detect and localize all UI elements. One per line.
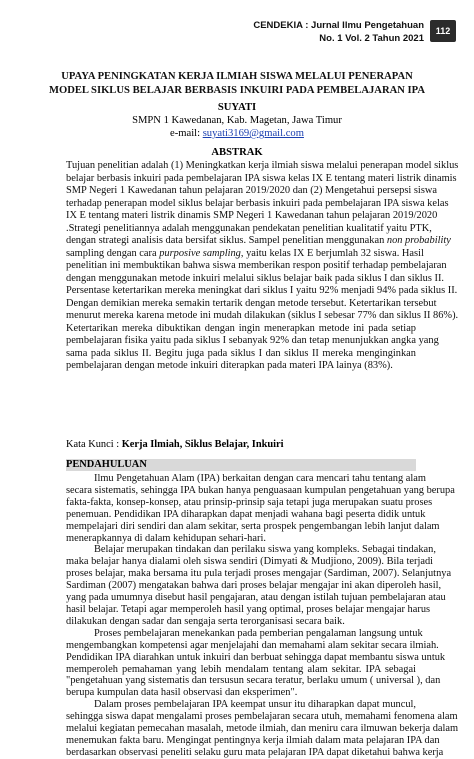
- body-line: yang pada umumnya disebut hasil pengajaran, atau dengan istilah tujuan pembelajaran atau: [66, 592, 446, 604]
- abstract-line: sama pada siklus II. Begitu juga pada siklus I dan siklus II mereka menginginkan: [66, 347, 416, 359]
- title-line: UPAYA PENINGKATAN KERJA ILMIAH SISWA MELALUI PENERAPAN: [61, 71, 413, 82]
- body-line: Dalam proses pembelajaran IPA keempat unsur itu diharapkan dapat muncul,: [94, 699, 416, 711]
- abstract-italic: non probability: [386, 235, 451, 246]
- body-line: secara sistematis, sehingga IPA bukan hanya penguasaan kumpulan pengetahuan yang berupa: [66, 484, 455, 496]
- body-line: Sardiman (2007) mengatakan bahwa dari proses belajar mengajar ini akan diperoleh hasil,: [66, 580, 442, 592]
- title-line: MODEL SIKLUS BELAJAR BERBASIS INKUIRI PADA PEMBELAJARAN IPA: [48, 85, 426, 96]
- abstract-italic: purposive sampling: [159, 247, 241, 259]
- abstract-body: [66, 160, 459, 373]
- section-heading: PENDAHULUAN: [66, 459, 147, 470]
- page-number-badge: 112: [430, 20, 456, 42]
- body-line: Proses pembelajaran menekankan pada pemberian pengalaman langsung untuk: [94, 627, 423, 639]
- body-line: menemukan fakta baru. Mengingat pentingnya kerja ilmiah dalam mata pelajaran IPA dan: [66, 734, 440, 746]
- introduction-body: [66, 473, 459, 759]
- abstract-text: , yaitu kelas IX E berjumlah 32 siswa. Hasil: [240, 247, 424, 259]
- abstract-text: dengan strategi analisis data bersifat siklus. Sampel penelitian menggunakan: [66, 235, 387, 246]
- body-line: berupa kumpulan data hasil observasi dan eksperimen".: [66, 687, 298, 699]
- abstract-line: terhadap penerapan model siklus belajar berbasis inkuiri pada pembelajaran IPA siswa kelas: [66, 197, 449, 209]
- abstract-line: Dengan demikian mereka semakin tertarik dengan metode tersebut. Ketertarikan tersebut: [66, 297, 437, 309]
- running-header: [0, 8, 474, 50]
- body-line: penemuan. Pendidikan IPA diharapkan dapat menjadi wahana bagi peserta didik untuk: [66, 508, 426, 520]
- author-email-line: [30, 127, 444, 140]
- abstract-line: [66, 247, 424, 261]
- paper-title: [30, 70, 444, 98]
- body-line: berdasarkan observasi peneliti selaku guru mata pelajaran IPA dapat diketahui bahwa kerja: [66, 746, 444, 758]
- body-line: sehingga siswa dapat mengalami proses pembelajaran secara utuh, memahami fenomena alam: [66, 711, 458, 723]
- abstract-line: dengan menggunakan metode inkuiri melalui siklus belajar baik pada siklus I dan siklus II.: [66, 272, 445, 284]
- abstract-line: Persentase ketertarikan mereka meningkat dari siklus I yaitu 92% menjadi 94% pada siklus II.: [66, 285, 458, 296]
- body-line: mempelajari diri sendiri dan alam sekitar, serta prospek pengembangan lebih lanjut dalam: [66, 520, 440, 532]
- body-line: fakta-fakta, konsep-konsep, atau prinsip-prinsip saja tetapi juga merupakan suatu proses: [66, 496, 433, 508]
- abstract-line: Tujuan penelitian adalah (1) Meningkatkan kerja ilmiah siswa melalui penerapan model siklus: [66, 160, 459, 171]
- body-line: hasil belajar. Tetapi agar memperoleh hasil yang optimal, proses belajar mengajar harus: [66, 603, 431, 615]
- abstract-text: sampling dengan cara: [66, 247, 160, 259]
- journal-name: CENDEKIA : Jurnal Ilmu Pengetahuan: [253, 20, 424, 31]
- body-line: proses belajar, maka bersama itu pula terjadi proses mengajar (Sardiman, 2007). Selanjutnya: [66, 568, 452, 580]
- body-line: Ilmu Pengetahuan Alam (IPA) berkaitan dengan cara mencari tahu tentang alam: [94, 473, 426, 484]
- abstract-line: penelitian ini membuktikan bahwa siswa memberikan respon positif terhadap pembelajaran: [66, 260, 447, 271]
- body-line: Pendidikan IPA diarahkan untuk inkuiri dan berbuat sehingga dapat membantu siswa untuk: [66, 651, 446, 663]
- abstract-line: Ketertarikan mereka dibuktikan dengan ingin menerapkan metode ini pada setiap: [66, 322, 416, 334]
- author-affiliation: SMPN 1 Kawedanan, Kab. Magetan, Jawa Timur: [132, 115, 342, 126]
- abstract-heading: ABSTRAK: [211, 147, 263, 158]
- journal-volume: No. 1 Vol. 2 Tahun 2021: [319, 33, 424, 44]
- abstract-line: belajar berbasis inkuiri pada pembelajaran IPA siswa kelas IX E tentang materi listrik dinamis: [66, 172, 457, 184]
- abstract-line: pembelajaran fisika yaitu pada siklus I sebanyak 92% dan tetap menunjukkan angka yang: [66, 335, 439, 346]
- email-label: e-mail:: [170, 128, 203, 139]
- body-line: Belajar merupakan tindakan dan perilaku siswa yang kompleks. Sebagai tindakan,: [94, 544, 436, 556]
- body-line: "pengetahuan yang sistematis dan tersusun secara teratur, berlaku umum ( universal ), dan: [66, 675, 441, 687]
- keywords-label: Kata Kunci :: [66, 439, 122, 450]
- author-name: SUYATI: [217, 102, 257, 113]
- abstract-line: .Strategi penelitiannya adalah menggunakan pendekatan penelitian kualitatif yaitu PTK,: [66, 222, 432, 234]
- body-line: maka belajar hanya dialami oleh siswa sendiri (Dimyati & Mudjiono, 2009). Bila terjadi: [66, 556, 434, 568]
- body-line: melalui kegiatan pemecahan masalah, metode ilmiah, dan meniru cara ilmuwan bekerja dalam: [66, 723, 459, 735]
- keywords-value: Kerja Ilmiah, Siklus Belajar, Inkuiri: [121, 439, 284, 450]
- body-line: menerapkannya di dalam kehidupan sehari-hari.: [66, 532, 266, 544]
- abstract-line: menurut mereka karena metode ini mudah dilakukan (siklus I sebesar 77% dan siklus II 86%).: [66, 310, 459, 321]
- body-line: dilakukan dengan sadar dan sengaja serta terorganisasi secara baik.: [66, 615, 345, 627]
- author-email-link[interactable]: suyati3169@gmail.com: [202, 128, 304, 139]
- body-line: memperoleh pemahaman yang lebih mendalam tentang alam sekitar. IPA sebagai: [66, 663, 416, 675]
- body-line: mengembangkan kompetensi agar menjelajahi dan memahami alam sekitar secara ilmiah.: [66, 639, 439, 651]
- keywords: [66, 438, 416, 451]
- abstract-line: SMP Negeri 1 Kawedanan tahun pelajaran 2019/2020 dan (2) Mengetahui persepsi siswa: [66, 185, 437, 196]
- abstract-line: [66, 235, 451, 248]
- abstract-line: pembelajaran dengan metode inkuiri diterapkan pada materi IPA lainya (83%).: [66, 360, 393, 371]
- abstract-line: IX E tentang materi listrik dinamis SMP Negeri 1 Kawedanan tahun pelajaran 2019/2020: [66, 210, 438, 221]
